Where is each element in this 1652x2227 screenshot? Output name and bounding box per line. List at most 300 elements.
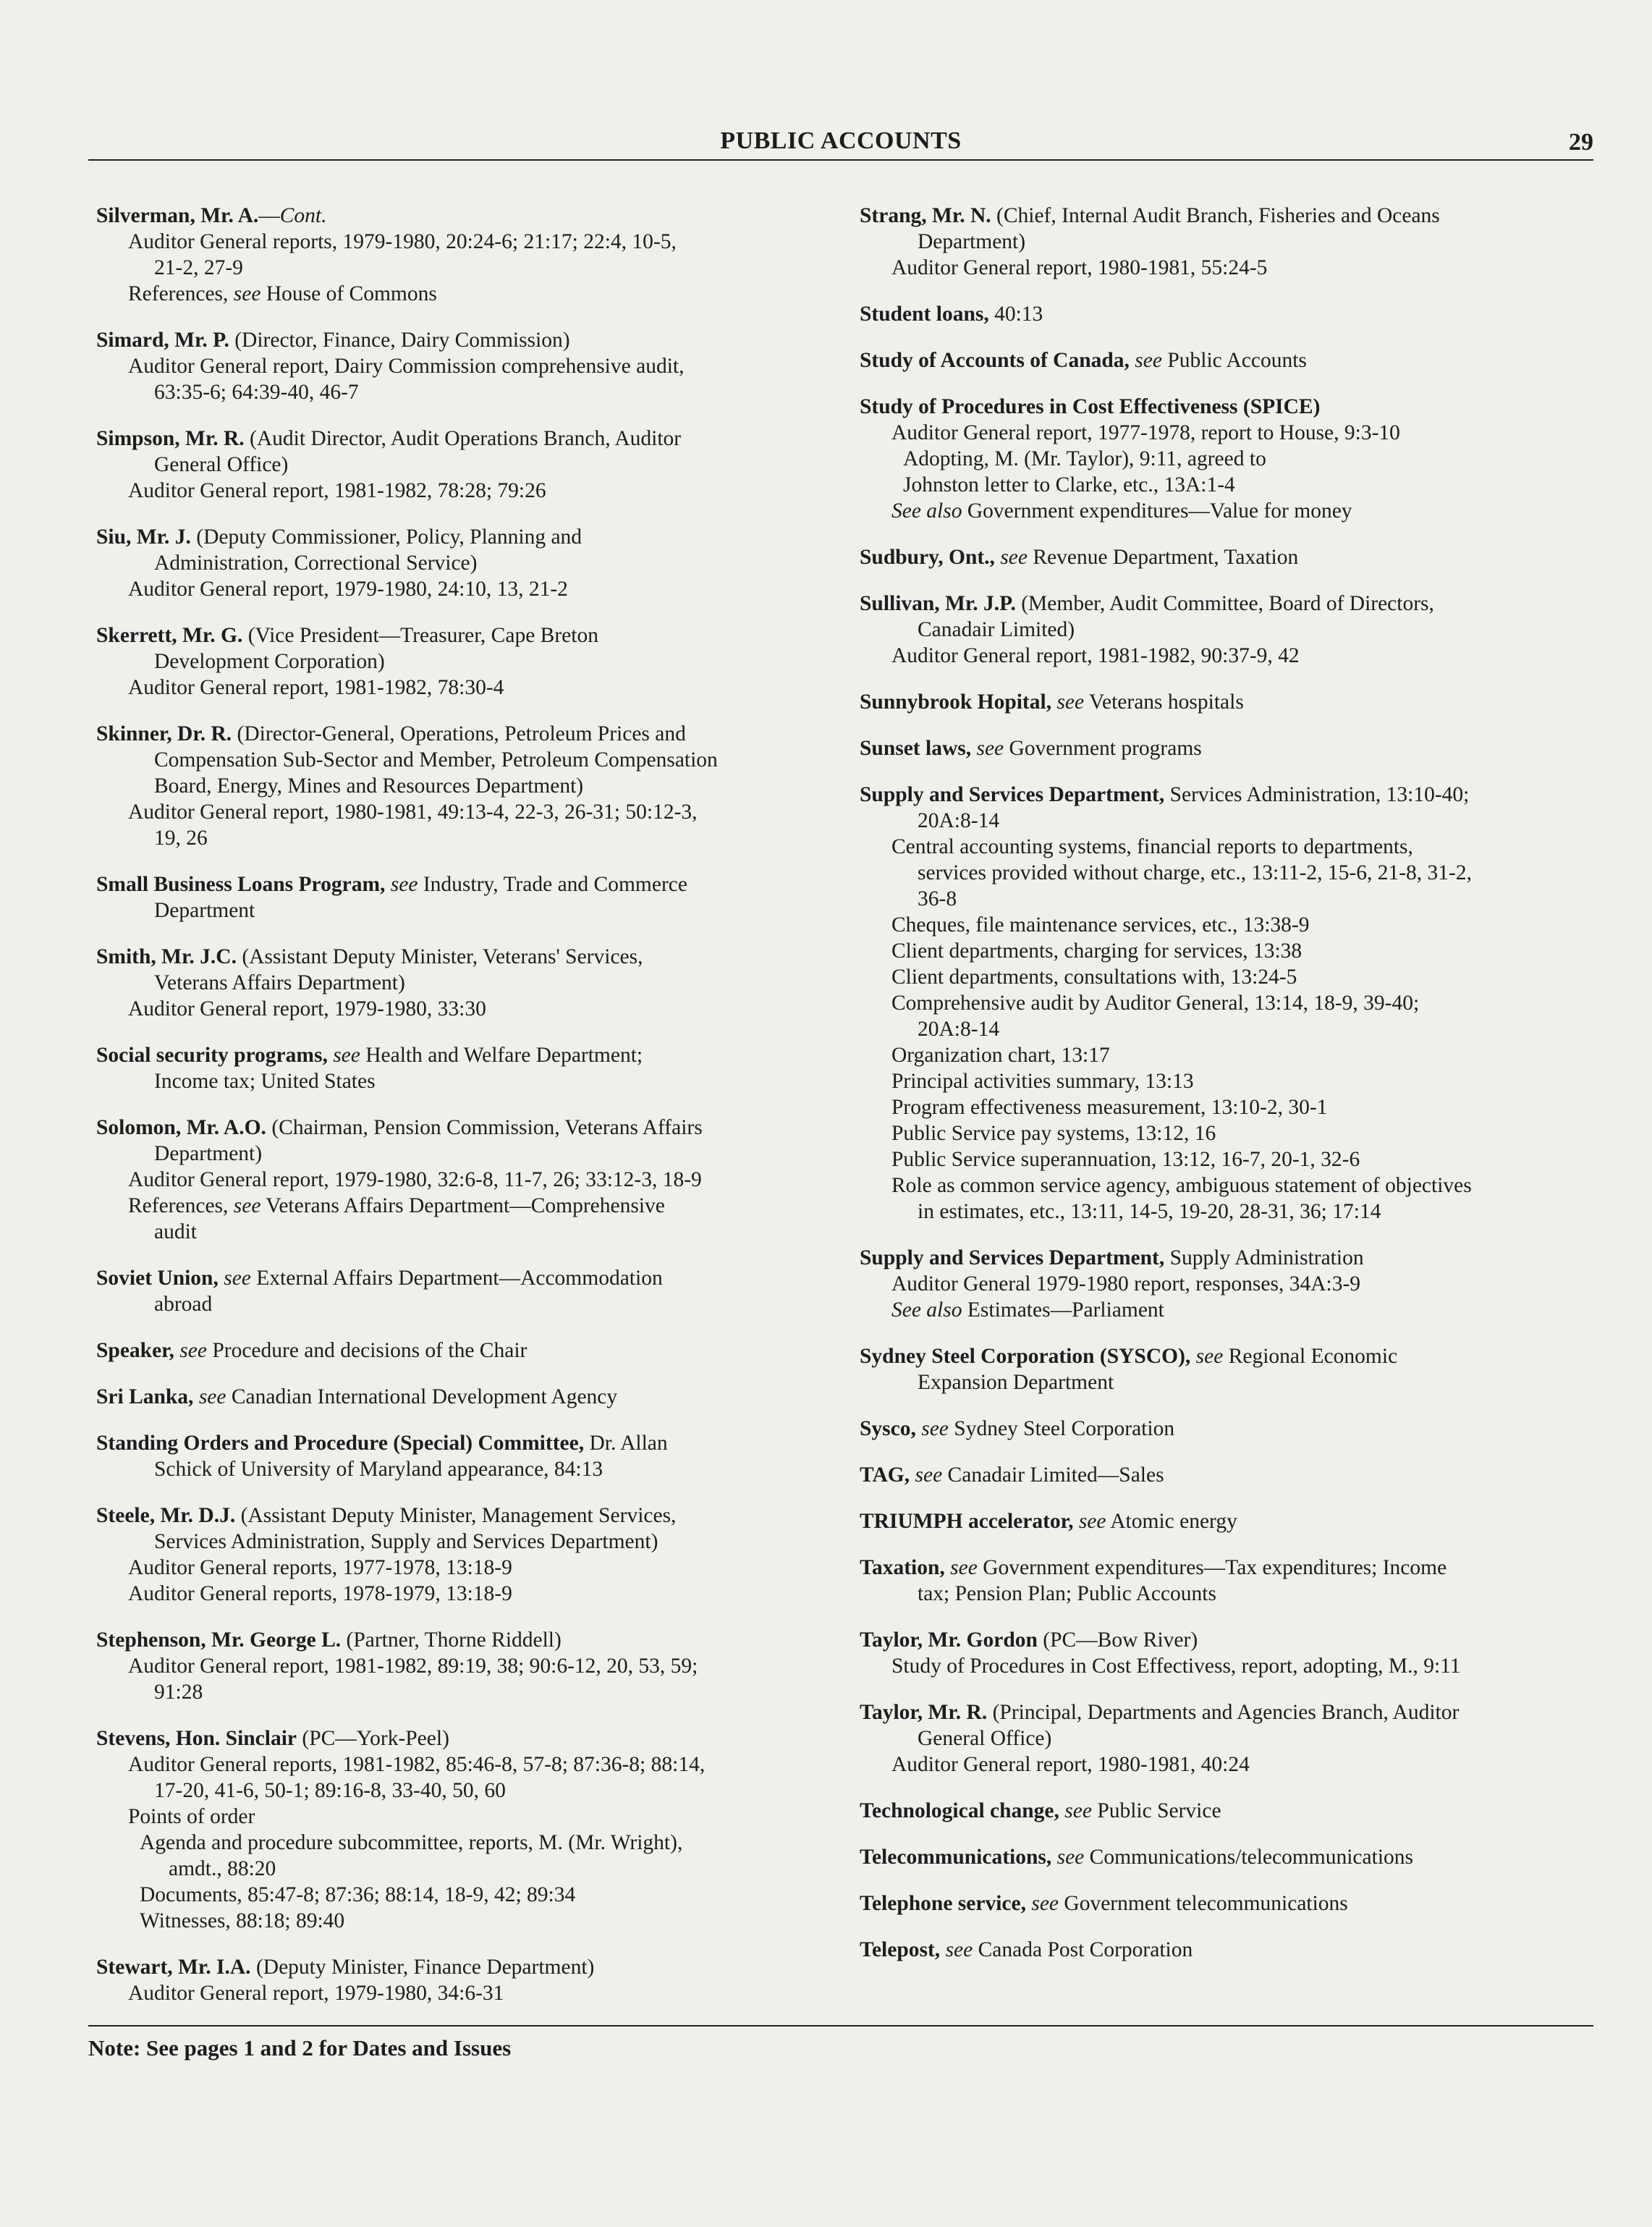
index-column-right: [860, 203, 1598, 1983]
entry-heading-line: [860, 1555, 1598, 1581]
entry-term: Sydney Steel Corporation (SYSCO),: [860, 1345, 1191, 1368]
entry-text: services provided without charge, etc., 13:11-2, 15-6, 21-8, 31-2,: [918, 861, 1472, 884]
entry-heading-line: [96, 1338, 827, 1364]
entry-text: Government telecommunications: [1059, 1892, 1348, 1915]
footer-rule: [88, 2025, 1593, 2027]
entry-term: Supply and Services Department,: [860, 1246, 1165, 1269]
entry-heading-line: [860, 1937, 1598, 1963]
entry-subline: [860, 1146, 1598, 1172]
entry-heading-line: [96, 622, 827, 648]
entry-text: Auditor General report, Dairy Commission comprehensive audit,: [128, 355, 685, 378]
entry-subline: [96, 1778, 827, 1804]
entry-text: Auditor General report, 1977-1978, report to House, 9:3-10: [891, 421, 1400, 444]
entry-text: (Deputy Commissioner, Policy, Planning and: [190, 525, 583, 549]
entry-term: Social security programs,: [96, 1044, 328, 1067]
entry-subline: [96, 675, 827, 701]
entry-text: Auditor General 1979-1980 report, responses, 34A:3-9: [891, 1272, 1361, 1296]
entry-subline: [96, 1555, 827, 1581]
entry-text: in estimates, etc., 13:11, 14-5, 19-20, 28-31, 36; 17:14: [918, 1200, 1381, 1223]
entry-text: Expansion Department: [918, 1371, 1114, 1394]
entry-term: Supply and Services Department,: [860, 783, 1165, 806]
entry-subline: [96, 478, 827, 504]
cross-reference-marker: see: [1078, 1510, 1106, 1533]
entry-text: [910, 1463, 915, 1487]
entry-text: [1073, 1510, 1078, 1533]
entry-text: Board, Energy, Mines and Resources Department): [154, 774, 584, 798]
entry-text: 63:35-6; 64:39-40, 46-7: [154, 381, 359, 404]
entry-subline: [96, 1193, 827, 1219]
entry-subline: [96, 1219, 827, 1245]
entry-term: Taylor, Mr. R.: [860, 1701, 988, 1724]
entry-subline: [860, 1068, 1598, 1094]
entry-text: Program effectiveness measurement, 13:10-2, 30-1: [891, 1096, 1328, 1119]
entry-text: Schick of University of Maryland appearance, 84:13: [154, 1458, 603, 1481]
index-entry: [860, 1627, 1598, 1679]
entry-subline: [96, 1653, 827, 1679]
entry-text: audit: [154, 1220, 197, 1243]
entry-text: Johnston letter to Clarke, etc., 13A:1-4: [903, 473, 1235, 496]
entry-text: 19, 26: [154, 827, 208, 850]
entry-subline: [860, 1094, 1598, 1120]
entry-heading-line: [96, 1503, 827, 1529]
entry-heading-line: [860, 1890, 1598, 1917]
entry-text: (Director-General, Operations, Petroleum Prices and: [232, 722, 686, 745]
cross-reference-marker: see: [921, 1417, 949, 1440]
entry-subline: [860, 229, 1598, 255]
index-entry: [96, 1265, 827, 1317]
entry-term: Sullivan, Mr. J.P.: [860, 592, 1016, 615]
index-entry: [96, 203, 827, 307]
entry-heading-line: [860, 394, 1598, 420]
entry-heading-line: [96, 1115, 827, 1141]
entry-subline: [860, 1581, 1598, 1607]
entry-heading-line: [96, 1384, 827, 1410]
entry-term: Skerrett, Mr. G.: [96, 624, 243, 647]
cross-reference-marker: see: [390, 873, 418, 896]
index-entry: [860, 1890, 1598, 1917]
entry-text: Dr. Allan: [584, 1432, 668, 1455]
entry-subline: [96, 996, 827, 1022]
entry-subline: [96, 1804, 827, 1830]
entry-text: [1051, 1846, 1056, 1869]
entry-term: Standing Orders and Procedure (Special) Committee,: [96, 1432, 585, 1455]
entry-heading-line: [96, 426, 827, 452]
index-entry: [860, 735, 1598, 761]
entry-term: Taylor, Mr. Gordon: [860, 1628, 1038, 1652]
entry-term: Study of Procedures in Cost Effectiveness (SPICE): [860, 395, 1321, 418]
entry-text: Public Accounts: [1161, 349, 1307, 372]
entry-text: (Vice President—Treasurer, Cape Breton: [242, 624, 598, 647]
entry-subline: [860, 938, 1598, 964]
cross-reference-marker: See also: [891, 499, 962, 523]
entry-text: (Assistant Deputy Minister, Management Services,: [235, 1504, 677, 1527]
entry-subline: [860, 1653, 1598, 1679]
entry-subline: [860, 1172, 1598, 1199]
entry-heading-line: [860, 1627, 1598, 1653]
entry-subline: [96, 897, 827, 924]
index-entry: [860, 591, 1598, 669]
entry-text: Public Service superannuation, 13:12, 16-7, 20-1, 32-6: [891, 1148, 1360, 1171]
entry-text: Compensation Sub-Sector and Member, Petroleum Compensation: [154, 748, 718, 772]
entry-text: Auditor General report, 1981-1982, 89:19, 38; 90:6-12, 20, 53, 59;: [128, 1655, 698, 1678]
entry-heading-line: [860, 735, 1598, 761]
entry-term: Sudbury, Ont.,: [860, 546, 995, 569]
entry-text: Auditor General reports, 1979-1980, 20:24-6; 21:17; 22:4, 10-5,: [128, 230, 677, 253]
entry-text: Supply Administration: [1164, 1246, 1364, 1269]
cross-reference-marker: See also: [891, 1298, 962, 1322]
entry-text: References,: [128, 1194, 234, 1217]
cross-reference-marker: see: [1031, 1892, 1059, 1915]
entry-text: Auditor General report, 1979-1980, 24:10, 13, 21-2: [128, 578, 568, 601]
cross-reference-marker: see: [233, 1194, 261, 1217]
entry-subline: [860, 498, 1598, 524]
entry-subline: [860, 1751, 1598, 1778]
entry-text: Atomic energy: [1106, 1510, 1237, 1533]
cross-reference-marker: see: [945, 1938, 973, 1961]
cross-reference-marker: see: [1000, 546, 1028, 569]
index-entry: [860, 394, 1598, 524]
entry-heading-line: [860, 689, 1598, 715]
entry-text: Cheques, file maintenance services, etc., 13:38-9: [891, 913, 1310, 937]
cross-reference-marker: see: [179, 1339, 207, 1362]
entry-text: Health and Welfare Department;: [360, 1044, 643, 1067]
entry-text: —: [258, 204, 280, 227]
entry-subline: [96, 255, 827, 281]
entry-term: Skinner, Dr. R.: [96, 722, 232, 745]
entry-term: Stephenson, Mr. George L.: [96, 1628, 342, 1652]
header-rule: [88, 159, 1593, 161]
entry-heading-line: [860, 1416, 1598, 1442]
cross-reference-marker: see: [1135, 349, 1162, 372]
entry-heading-line: [96, 1265, 827, 1291]
entry-subline: [96, 379, 827, 405]
entry-term: Siu, Mr. J.: [96, 525, 191, 549]
entry-subline: [860, 446, 1598, 472]
entry-heading-line: [860, 203, 1598, 229]
entry-text: tax; Pension Plan; Public Accounts: [918, 1582, 1216, 1605]
entry-heading-line: [96, 524, 827, 550]
entry-subline: [96, 648, 827, 675]
entry-text: Communications/telecommunications: [1084, 1846, 1413, 1869]
entry-heading-line: [96, 1430, 827, 1456]
cross-reference-marker: see: [976, 737, 1004, 760]
index-entry: [860, 1937, 1598, 1963]
entry-subline: [96, 1291, 827, 1317]
entry-text: Auditor General report, 1979-1980, 34:6-31: [128, 1982, 504, 2005]
entry-text: [940, 1938, 945, 1961]
entry-heading-line: [860, 347, 1598, 373]
entry-subline: [860, 255, 1598, 281]
entry-subline: [96, 1908, 827, 1934]
index-entry: [96, 1725, 827, 1934]
entry-text: Sydney Steel Corporation: [948, 1417, 1175, 1440]
cross-reference-marker: Cont.: [279, 204, 327, 227]
entry-term: Soviet Union,: [96, 1267, 219, 1290]
index-entry: [860, 1462, 1598, 1488]
cross-reference-marker: see: [233, 282, 261, 305]
entry-text: (Chairman, Pension Commission, Veterans Affairs: [266, 1116, 703, 1139]
entry-subline: [860, 860, 1598, 886]
entry-text: Client departments, consultations with, 13:24-5: [891, 965, 1297, 989]
entry-heading-line: [860, 1798, 1598, 1824]
entry-text: (Assistant Deputy Minister, Veterans' Services,: [236, 945, 643, 968]
entry-text: Canadair Limited—Sales: [942, 1463, 1164, 1487]
entry-subline: [96, 1456, 827, 1482]
entry-term: Sunnybrook Hopital,: [860, 690, 1052, 714]
entry-text: Development Corporation): [154, 650, 385, 673]
index-entry: [860, 782, 1598, 1225]
entry-term: Speaker,: [96, 1339, 174, 1362]
page-title: PUBLIC ACCOUNTS: [720, 127, 962, 154]
entry-heading-line: [860, 1343, 1598, 1369]
entry-subline: [860, 643, 1598, 669]
entry-subline: [96, 1980, 827, 2006]
entry-text: Auditor General reports, 1978-1979, 13:18-9: [128, 1582, 512, 1605]
entry-text: Government expenditures—Value for money: [962, 499, 1352, 523]
index-entry: [860, 1798, 1598, 1824]
entry-subline: [96, 353, 827, 379]
entry-text: abroad: [154, 1293, 213, 1316]
entry-text: 20A:8-14: [918, 1018, 1000, 1041]
entry-term: Sunset laws,: [860, 737, 972, 760]
index-entry: [860, 1555, 1598, 1607]
entry-text: External Affairs Department—Accommodation: [250, 1267, 663, 1290]
entry-text: Services Administration, 13:10-40;: [1164, 783, 1470, 806]
entry-text: Estimates—Parliament: [962, 1298, 1164, 1322]
entry-subline: [860, 1271, 1598, 1297]
entry-text: Central accounting systems, financial reports to departments,: [891, 835, 1413, 858]
entry-text: Adopting, M. (Mr. Taylor), 9:11, agreed to: [903, 447, 1266, 470]
entry-subline: [96, 229, 827, 255]
entry-term: Study of Accounts of Canada,: [860, 349, 1130, 372]
entry-text: 17-20, 41-6, 50-1; 89:16-8, 33-40, 50, 60: [154, 1779, 506, 1802]
entry-subline: [860, 912, 1598, 938]
entry-heading-line: [96, 1954, 827, 1980]
entry-term: Small Business Loans Program,: [96, 873, 386, 896]
entry-text: (Audit Director, Audit Operations Branch, Auditor: [244, 427, 682, 450]
entry-subline: [96, 576, 827, 602]
entry-subline: [860, 472, 1598, 498]
index-entry: [860, 1508, 1598, 1534]
entry-text: Income tax; United States: [154, 1070, 376, 1093]
index-entry: [860, 1245, 1598, 1323]
entry-heading-line: [860, 1462, 1598, 1488]
cross-reference-marker: see: [1195, 1345, 1224, 1368]
entry-term: TRIUMPH accelerator,: [860, 1510, 1074, 1533]
entry-text: (Deputy Minister, Finance Department): [250, 1956, 595, 1979]
entry-subline: [96, 747, 827, 773]
index-entry: [860, 301, 1598, 327]
entry-text: 20A:8-14: [918, 809, 1000, 832]
entry-text: amdt., 88:20: [169, 1857, 276, 1880]
entry-heading-line: [860, 1699, 1598, 1725]
entry-text: (Member, Audit Committee, Board of Directors,: [1015, 592, 1434, 615]
entry-text: [385, 873, 390, 896]
entry-text: Auditor General report, 1981-1982, 78:30-4: [128, 676, 504, 699]
index-entry: [860, 347, 1598, 373]
entry-text: Auditor General reports, 1981-1982, 85:46-8, 57-8; 87:36-8; 88:14,: [128, 1753, 706, 1776]
entry-text: Principal activities summary, 13:13: [891, 1070, 1194, 1093]
entry-subline: [860, 1042, 1598, 1068]
cross-reference-marker: see: [1056, 1846, 1085, 1869]
entry-heading-line: [860, 782, 1598, 808]
entry-text: Organization chart, 13:17: [891, 1044, 1110, 1067]
entry-subline: [96, 773, 827, 799]
index-column-left: [96, 203, 827, 2027]
entry-text: Auditor General report, 1981-1982, 90:37-9, 42: [891, 644, 1300, 667]
entry-text: Witnesses, 88:18; 89:40: [140, 1909, 345, 1932]
entry-heading-line: [96, 871, 827, 897]
entry-subline: [96, 1529, 827, 1555]
entry-text: Services Administration, Supply and Services Department): [154, 1530, 658, 1553]
index-entry: [96, 1954, 827, 2006]
entry-text: Administration, Correctional Service): [154, 552, 478, 575]
entry-heading-line: [96, 203, 827, 229]
cross-reference-marker: see: [1056, 690, 1085, 714]
entry-subline: [860, 420, 1598, 446]
entry-subline: [860, 1199, 1598, 1225]
entry-text: Role as common service agency, ambiguous statement of objectives: [891, 1174, 1472, 1197]
entry-text: General Office): [918, 1727, 1052, 1750]
page-number: 29: [1569, 129, 1593, 156]
entry-text: Points of order: [128, 1805, 255, 1828]
entry-heading-line: [860, 1245, 1598, 1271]
entry-heading-line: [96, 1627, 827, 1653]
cross-reference-marker: see: [198, 1385, 226, 1408]
entry-text: 21-2, 27-9: [154, 256, 243, 279]
entry-text: Revenue Department, Taxation: [1027, 546, 1299, 569]
entry-text: Procedure and decisions of the Chair: [206, 1339, 528, 1362]
entry-text: Veterans Affairs Department): [154, 971, 405, 994]
entry-subline: [860, 1725, 1598, 1751]
entry-text: Government expenditures—Tax expenditures; Income: [977, 1556, 1447, 1579]
entry-text: 91:28: [154, 1681, 203, 1704]
index-entry: [96, 426, 827, 504]
entry-text: Canadian International Development Agency: [226, 1385, 618, 1408]
entry-text: Public Service: [1091, 1799, 1221, 1822]
entry-text: Department: [154, 899, 255, 922]
entry-text: Study of Procedures in Cost Effectivess, report, adopting, M., 9:11: [891, 1655, 1461, 1678]
index-entry: [96, 944, 827, 1022]
cross-reference-marker: see: [915, 1463, 943, 1487]
entry-text: [193, 1385, 198, 1408]
entry-text: Veterans Affairs Department—Comprehensive: [260, 1194, 665, 1217]
entry-subline: [96, 1856, 827, 1882]
index-entry: [96, 524, 827, 602]
entry-subline: [860, 1297, 1598, 1323]
entry-subline: [860, 617, 1598, 643]
entry-subline: [96, 825, 827, 851]
entry-heading-line: [860, 1508, 1598, 1534]
entry-term: Telecommunications,: [860, 1846, 1052, 1869]
entry-term: Sysco,: [860, 1417, 916, 1440]
entry-heading-line: [860, 591, 1598, 617]
entry-subline: [96, 550, 827, 576]
index-entry: [860, 1699, 1598, 1778]
index-entry: [96, 721, 827, 851]
entry-text: Government programs: [1004, 737, 1202, 760]
page-header: [88, 127, 1593, 156]
entry-subline: [860, 964, 1598, 990]
entry-subline: [96, 1068, 827, 1094]
entry-term: TAG,: [860, 1463, 910, 1487]
entry-text: Client departments, charging for services, 13:38: [891, 939, 1302, 963]
entry-term: Steele, Mr. D.J.: [96, 1504, 236, 1527]
entry-subline: [96, 1141, 827, 1167]
entry-text: (PC—York-Peel): [297, 1727, 449, 1750]
entry-text: Documents, 85:47-8; 87:36; 88:14, 18-9, 42; 89:34: [140, 1883, 576, 1906]
entry-text: (Chief, Internal Audit Branch, Fisheries and Oceans: [991, 204, 1440, 227]
entry-subline: [96, 281, 827, 307]
index-entry: [860, 1844, 1598, 1870]
footer-note: Note: See pages 1 and 2 for Dates and Issues: [88, 2035, 512, 2061]
entry-text: Department): [154, 1142, 263, 1165]
entry-text: 40:13: [988, 303, 1043, 326]
entry-heading-line: [96, 944, 827, 970]
entry-term: Smith, Mr. J.C.: [96, 945, 237, 968]
entry-term: Taxation,: [860, 1556, 945, 1579]
index-entry: [96, 1115, 827, 1245]
index-entry: [96, 1384, 827, 1410]
index-entry: [96, 622, 827, 701]
entry-term: Telephone service,: [860, 1892, 1026, 1915]
entry-term: Technological change,: [860, 1799, 1059, 1822]
entry-subline: [860, 886, 1598, 912]
entry-text: Auditor General reports, 1977-1978, 13:18-9: [128, 1556, 512, 1579]
entry-text: (Director, Finance, Dairy Commission): [229, 329, 570, 352]
entry-term: Simard, Mr. P.: [96, 329, 229, 352]
entry-subline: [96, 1581, 827, 1607]
entry-text: References,: [128, 282, 234, 305]
entry-heading-line: [96, 721, 827, 747]
entry-subline: [96, 452, 827, 478]
entry-subline: [860, 990, 1598, 1016]
entry-subline: [860, 1120, 1598, 1146]
index-entry: [860, 1343, 1598, 1395]
index-entry: [860, 689, 1598, 715]
entry-text: Agenda and procedure subcommittee, reports, M. (Mr. Wright),: [140, 1831, 683, 1854]
entry-term: Student loans,: [860, 303, 989, 326]
entry-text: Veterans hospitals: [1084, 690, 1244, 714]
entry-term: Stewart, Mr. I.A.: [96, 1956, 251, 1979]
entry-heading-line: [96, 1725, 827, 1751]
entry-subline: [860, 834, 1598, 860]
cross-reference-marker: see: [333, 1044, 360, 1067]
entry-term: Telepost,: [860, 1938, 941, 1961]
entry-heading-line: [96, 1042, 827, 1068]
cross-reference-marker: see: [224, 1267, 251, 1290]
entry-text: Auditor General report, 1980-1981, 40:24: [891, 1753, 1250, 1776]
entry-subline: [96, 1167, 827, 1193]
entry-text: Auditor General report, 1980-1981, 49:13-4, 22-3, 26-31; 50:12-3,: [128, 800, 698, 824]
entry-heading-line: [860, 1844, 1598, 1870]
entry-text: Auditor General report, 1980-1981, 55:24-5: [891, 256, 1268, 279]
cross-reference-marker: see: [1064, 1799, 1092, 1822]
index-entry: [96, 327, 827, 405]
entry-subline: [96, 1882, 827, 1908]
entry-text: 36-8: [918, 887, 957, 910]
entry-text: House of Commons: [260, 282, 437, 305]
entry-text: Department): [918, 230, 1026, 253]
entry-text: (PC—Bow River): [1037, 1628, 1198, 1652]
entry-text: Regional Economic: [1223, 1345, 1398, 1368]
entry-term: Silverman, Mr. A.: [96, 204, 259, 227]
index-entry: [96, 1042, 827, 1094]
index-entry: [860, 1416, 1598, 1442]
entry-heading-line: [860, 301, 1598, 327]
entry-subline: [96, 970, 827, 996]
entry-text: Canadair Limited): [918, 618, 1075, 641]
